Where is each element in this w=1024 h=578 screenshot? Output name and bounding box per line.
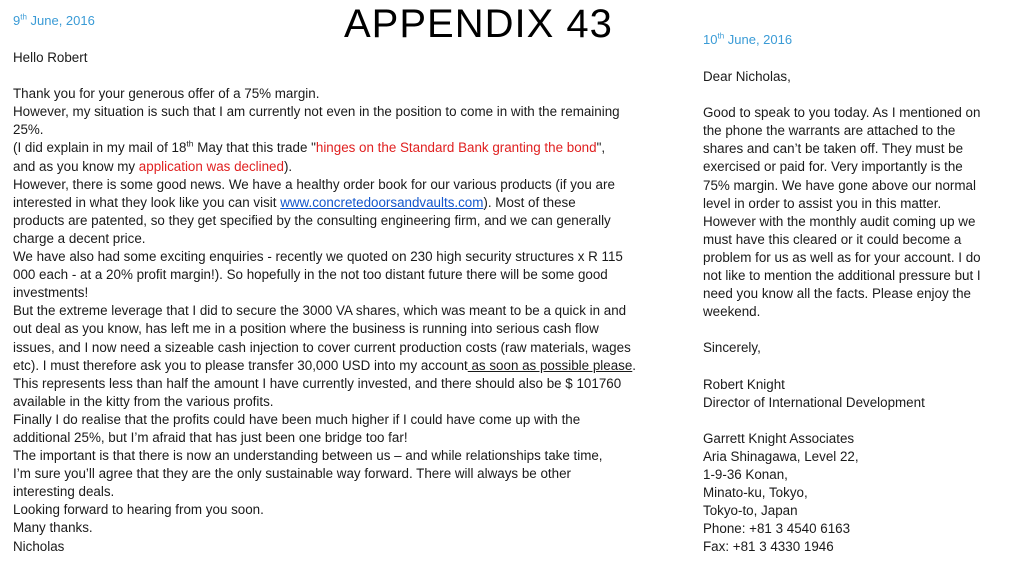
paragraph-line: additional 25%, but I’m afraid that has just been one bridge too far! [13,429,408,445]
paragraph-line: Good to speak to you today. As I mentioned on [703,105,981,121]
page-title: APPENDIX 43 [344,2,613,46]
paragraph-line: issues, and I now need a sizeable cash injection to cover current production costs (raw materials, wages [13,339,631,355]
paragraph-line: not like to mention the additional pressure but I [703,268,981,284]
closing: Sincerely, [703,340,761,356]
paragraph-line: available in the kitty from the various profits. [13,393,274,409]
paragraph-line: and as you know my application was declined). [13,158,293,174]
paragraph-line: However with the monthly audit coming up we [703,213,976,229]
website-link[interactable]: www.concretedoorsandvaults.com [280,194,484,210]
right-letter-date: 10th June, 2016 [703,31,793,47]
paragraph-line: interested in what they look like you can visit www.concretedoorsandvaults.com). Most of these [13,194,576,210]
highlighted-text: hinges on the Standard Bank granting the bond [315,140,597,156]
paragraph-line: the phone the warrants are attached to the [703,123,956,139]
address-line: 1-9-36 Konan, [703,467,788,483]
company-name: Garrett Knight Associates [703,430,855,446]
paragraph-line: etc). I must therefore ask you to please transfer 30,000 USD into my account as soon as possible please. [13,357,637,373]
paragraph-line: We have also had some exciting enquiries - recently we quoted on 230 high security structures x R 115 [13,249,623,265]
left-letter [13,49,678,556]
paragraph-line: 25%. [13,122,44,138]
address-line: Minato-ku, Tokyo, [703,485,808,501]
paragraph-line: (I did explain in my mail of 18th May that this trade "hinges on the Standard Bank granting the bond", [13,139,606,156]
paragraph-line: But the extreme leverage that I did to secure the 3000 VA shares, which was meant to be a quick in and [13,303,627,319]
underlined-text: as soon as possible please [467,357,633,373]
paragraph-line: Many thanks. [13,520,93,536]
left-letter-date: 9th June, 2016 [13,12,95,28]
address-line: Tokyo-to, Japan [703,503,798,519]
paragraph-line: problem for us as well as for your account. I do [703,249,981,265]
paragraph-line: level in order to assist you in this matter. [703,195,942,211]
greeting: Dear Nicholas, [703,69,791,84]
paragraph-line: Finally I do realise that the profits could have been much higher if I could have come up with the [13,411,581,427]
phone-number: Phone: +81 3 4540 6163 [703,521,851,537]
paragraph-line: investments! [13,285,89,301]
address-line: Aria Shinagawa, Level 22, [703,448,859,464]
paragraph-line: However, there is some good news. We have a healthy order book for our various products (if you are [13,176,615,192]
paragraph-line: Looking forward to hearing from you soon. [13,502,264,518]
paragraph-line: exercised or paid for. Very importantly is the [703,159,963,175]
paragraph-line: weekend. [703,304,761,320]
paragraph-line: Thank you for your generous offer of a 75% margin. [13,86,320,102]
paragraph-line: The important is that there is now an understanding between us – and while relationships take time, [13,448,603,464]
paragraph-line: 75% margin. We have gone above our normal [703,177,976,193]
paragraph-line: This represents less than half the amount I have currently invested, and there should also be $ 101760 [13,375,622,391]
paragraph-line: products are patented, so they get specified by the consulting engineering firm, and we can generally [13,212,611,228]
paragraph-line: I’m sure you’ll agree that they are the only sustainable way forward. There will always be other [13,466,571,482]
fax-number: Fax: +81 3 4330 1946 [703,539,834,555]
right-letter [703,68,1003,557]
paragraph-line: must have this cleared or it could become a [703,231,962,247]
paragraph-line: need you know all the facts. Please enjoy the [703,286,971,302]
signer-title: Director of International Development [703,394,925,410]
signer-name: Robert Knight [703,376,785,392]
paragraph-line: interesting deals. [13,484,115,500]
highlighted-text: application was declined [138,158,284,174]
paragraph-line: out deal as you know, has left me in a position where the business is running into serious cash flow [13,321,599,337]
signature: Nicholas [13,538,65,554]
paragraph-line: shares and can’t be taken off. They must be [703,141,964,157]
paragraph-line: However, my situation is such that I am currently not even in the position to come in with the remaining [13,104,620,120]
greeting: Hello Robert [13,50,88,65]
paragraph-line: 000 each - at a 20% profit margin!). So hopefully in the not too distant future there will be some good [13,267,608,283]
paragraph-line: charge a decent price. [13,230,146,246]
